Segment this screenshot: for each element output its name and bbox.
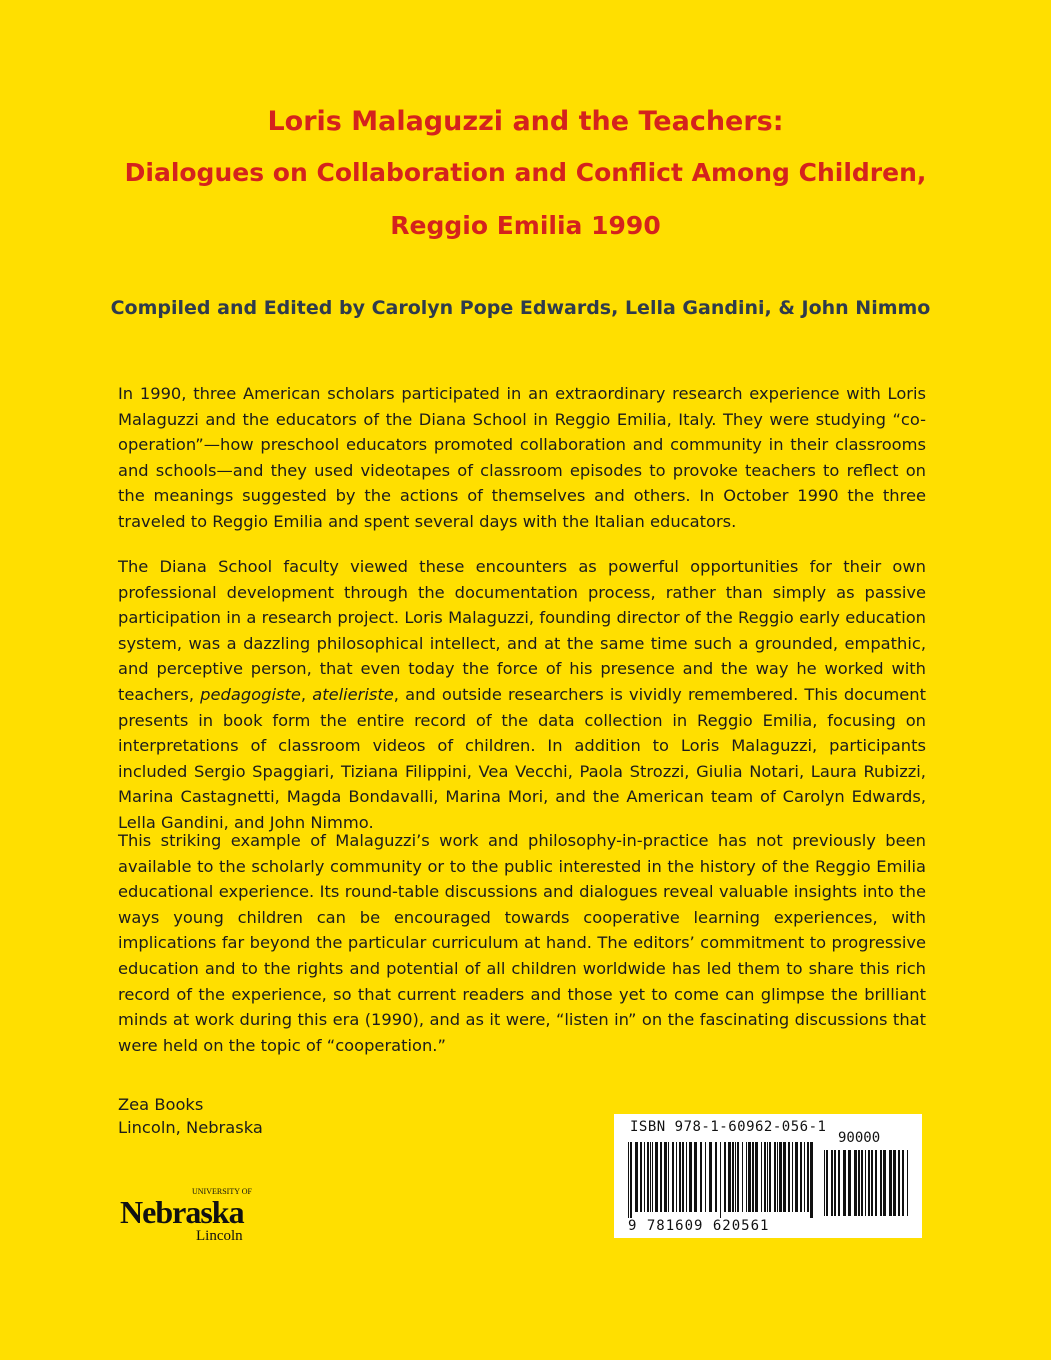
barcode-bar — [672, 1142, 674, 1212]
barcode-bar — [655, 1142, 658, 1212]
barcode-bar — [761, 1142, 762, 1212]
isbn-number: ISBN 978-1-60962-056-1 — [630, 1119, 827, 1135]
barcode-bar — [779, 1142, 782, 1212]
barcode-bar — [755, 1142, 758, 1212]
barcode-bar — [742, 1142, 743, 1212]
barcode-bar — [679, 1142, 681, 1212]
barcode-bar — [883, 1150, 886, 1216]
paragraph-2-text-b: , — [300, 684, 313, 704]
publisher-place: Lincoln, Nebraska — [118, 1118, 263, 1137]
barcode-bar — [737, 1142, 739, 1212]
barcode-bar — [630, 1142, 632, 1218]
barcode-bar — [700, 1142, 702, 1212]
barcode-bar — [644, 1142, 645, 1212]
barcode-bar — [795, 1142, 798, 1212]
publisher-name: Zea Books — [118, 1095, 204, 1114]
paragraph-2-text-a: The Diana School faculty viewed these encounters as powerful opportunities for their own professional development through the documentation process, rather than simply as passive participation in a research project. Loris Malaguzzi, founding director of the Reggio early education system, was a dazzling philosophical intellect, and at the same time such a grounded, empathic, and perceptive person, that even today the force of his presence and the way he worked with teachers, — [118, 557, 926, 704]
barcode-bar — [652, 1142, 653, 1212]
barcode-bar — [834, 1150, 836, 1216]
logo-lincoln: Lincoln — [196, 1228, 243, 1244]
barcode-bar — [831, 1150, 833, 1216]
ean-number: 9 781609 620561 — [628, 1218, 770, 1234]
barcode-bar — [732, 1142, 734, 1212]
paragraph-2-italic-atelieriste: atelieriste — [312, 684, 394, 704]
barcode-bar — [843, 1150, 846, 1216]
barcode-bar — [686, 1142, 687, 1212]
description-paragraph-1: In 1990, three American scholars participated in an extraordinary research experience with Loris Malaguzzi and the educators of the Diana School in Reggio Emilia, Italy. They were studying “co-operation”—how preschool educators promoted collaboration and community in their classrooms and schools—and they used videotapes of classroom episodes to provoke teachers to reflect on the meanings suggested by the actions of themselves and others. In October 1990 the three traveled to Reggio Emilia and spent several days with the Italian educators. — [118, 384, 926, 531]
barcode-bar — [804, 1142, 805, 1212]
barcode-bar — [898, 1150, 900, 1216]
barcode-bar — [858, 1150, 860, 1216]
barcode-bar — [715, 1142, 717, 1212]
barcode-bar — [824, 1150, 825, 1216]
barcode-bar — [848, 1150, 851, 1216]
editors-credit: Compiled and Edited by Carolyn Pope Edwards, Lella Gandini, & John Nimmo — [110, 297, 931, 319]
barcode-bar — [647, 1142, 649, 1212]
barcode-bar — [660, 1142, 662, 1212]
barcode-bar — [807, 1142, 809, 1212]
barcode-bar — [902, 1150, 904, 1216]
description-paragraph-2 — [118, 554, 926, 836]
barcode-bar — [810, 1142, 813, 1218]
isbn-barcode — [614, 1114, 922, 1238]
university-of-nebraska-logo — [118, 1185, 258, 1245]
barcode-bar — [752, 1142, 754, 1212]
barcode-bar — [709, 1142, 712, 1212]
barcode-bar — [893, 1150, 896, 1216]
barcode-bar — [889, 1150, 892, 1216]
book-subtitle-line2: Reggio Emilia 1990 — [390, 211, 661, 240]
barcode-bar — [705, 1142, 706, 1212]
book-title: Loris Malaguzzi and the Teachers: — [267, 106, 784, 137]
barcode-bar — [676, 1142, 677, 1212]
barcode-bar — [735, 1142, 736, 1212]
barcode-bar — [720, 1142, 721, 1218]
barcode-bar — [880, 1150, 882, 1216]
barcode-bar — [861, 1150, 863, 1216]
barcode-bar — [689, 1142, 692, 1212]
barcode-bar — [783, 1142, 786, 1212]
barcode-bar — [682, 1142, 684, 1212]
barcode-bar — [854, 1150, 857, 1216]
book-subtitle-line1: Dialogues on Collaboration and Conflict Among Children, — [124, 158, 927, 187]
barcode-bar — [838, 1150, 840, 1216]
barcode-bar — [746, 1142, 747, 1212]
description-paragraph-3: This striking example of Malaguzzi’s work and philosophy-in-practice has not previously been available to the scholarly community or to the public interested in the history of the Reggio Emilia educational experience. Its round-table discussions and dialogues reveal valuable insights into the ways young children can be encouraged towards cooperative learning experiences, with implications far beyond the particular curriculum at hand. The editors’ commitment to progressive education and to the rights and potential of all children worldwide has led them to share this rich record of the experience, so that current readers and those yet to come can glimpse the brilliant minds at work during this era (1990), and as it were, “listen in” on the fascinating discussions that were held on the topic of “cooperation.” — [118, 831, 926, 1055]
barcode-bar — [907, 1150, 908, 1216]
paragraph-2-italic-pedagogiste: pedagogiste — [200, 684, 301, 704]
price-code: 90000 — [838, 1130, 881, 1146]
barcode-bar — [728, 1142, 731, 1212]
barcode-bar — [668, 1142, 669, 1212]
barcode-bar — [635, 1142, 638, 1212]
barcode-bar — [871, 1150, 873, 1216]
barcode-bar — [769, 1142, 771, 1212]
ean-bars — [626, 1142, 816, 1218]
barcode-bar — [875, 1150, 877, 1216]
barcode-bar — [767, 1142, 768, 1212]
barcode-bar — [826, 1150, 828, 1216]
barcode-bar — [788, 1142, 790, 1212]
barcode-bar — [868, 1150, 870, 1216]
barcode-bar — [774, 1142, 776, 1212]
logo-university-of: UNIVERSITY OF — [192, 1187, 252, 1196]
paragraph-2-text-c: , and outside researchers is vividly remembered. This document presents in book form the entire record of the data collection in Reggio Emilia, focusing on interpretations of classroom videos of children. In addition to Loris Malaguzzi, participants included Sergio Spaggiari, Tiziana Filippini, Vea Vecchi, Paola Strozzi, Giulia Notari, Laura Rubizzi, Marina Castagnetti, Magda Bondavalli, Marina Mori, and the American team of Carolyn Edwards, Lella Gandini, and John Nimmo. — [118, 684, 926, 832]
barcode-bar — [724, 1142, 726, 1212]
barcode-bar — [792, 1142, 793, 1212]
barcode-bar — [800, 1142, 802, 1212]
barcode-bar — [640, 1142, 642, 1212]
price-bars — [822, 1150, 912, 1218]
barcode-bar — [694, 1142, 697, 1212]
barcode-bar — [650, 1142, 651, 1212]
barcode-bar — [865, 1150, 866, 1216]
barcode-bar — [748, 1142, 751, 1212]
barcode-bar — [777, 1142, 778, 1212]
logo-nebraska: Nebraska — [120, 1194, 244, 1230]
barcode-bar — [628, 1142, 629, 1218]
barcode-bar — [664, 1142, 667, 1212]
barcode-bar — [764, 1142, 766, 1212]
